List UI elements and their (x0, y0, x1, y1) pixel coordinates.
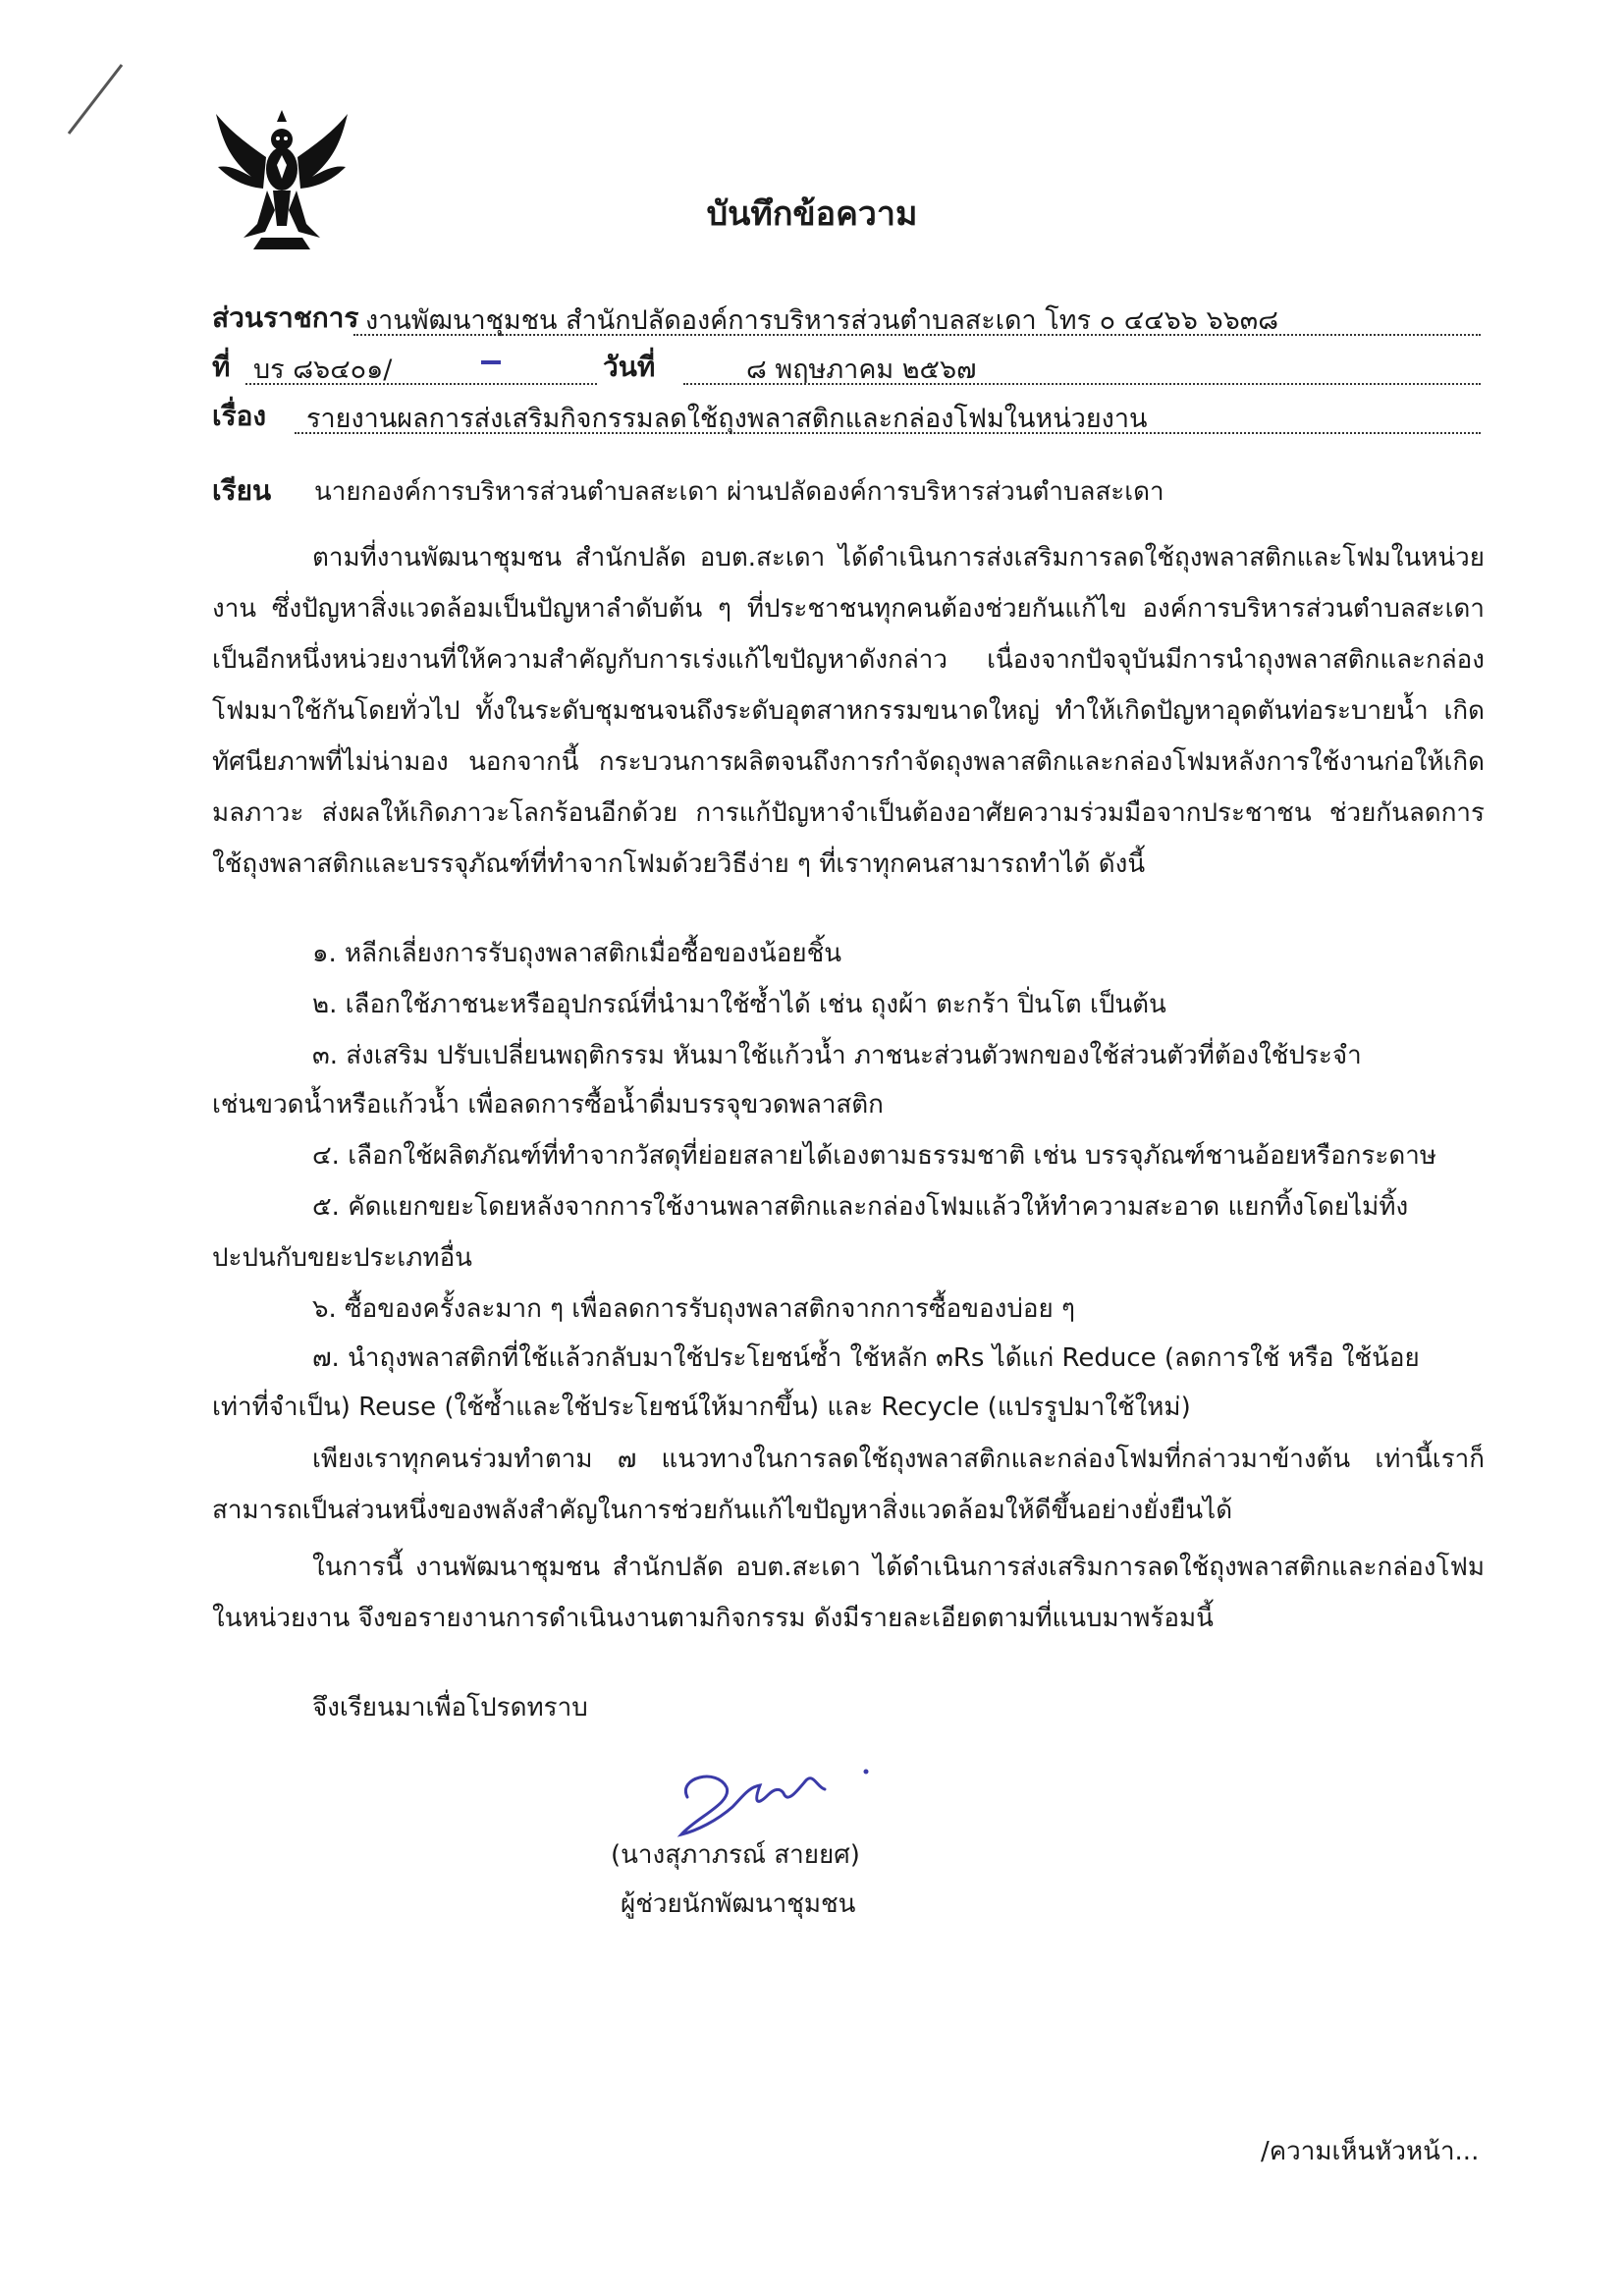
reference-label: ที่ (212, 351, 231, 383)
department-value: งานพัฒนาชุมชน สำนักปลัดองค์การบริหารส่วนตำบลสะเดา โทร ๐ ๔๔๖๖ ๖๖๓๘ (365, 305, 1279, 336)
subject-label: เรื่อง (212, 400, 267, 432)
list-item-3-cont: เช่นขวดน้ำหรือแก้วน้ำ เพื่อลดการซื้อน้ำดื่มบรรจุขวดพลาสติก (212, 1090, 884, 1120)
list-item-7: ๗. นำถุงพลาสติกที่ใช้แล้วกลับมาใช้ประโยชน์ซ้ำ ใช้หลัก ๓Rs ได้แก่ Reduce (ลดการใช้ หรือ ใช้น้อย (312, 1343, 1420, 1373)
document-title: บันทึกข้อความ (706, 194, 918, 234)
pen-stroke-mark (59, 57, 137, 145)
list-item-2: ๒. เลือกใช้ภาชนะหรืออุปกรณ์ที่นำมาใช้ซ้ำได้ เช่น ถุงผ้า ตะกร้า ปิ่นโต เป็นต้น (312, 990, 1166, 1019)
list-item-1: ๑. หลีกเลี่ยงการรับถุงพลาสติกเมื่อซื้อของน้อยชิ้น (312, 939, 842, 968)
list-item-3: ๓. ส่งเสริม ปรับเปลี่ยนพฤติกรรม หันมาใช้แก้วน้ำ ภาชนะส่วนตัวพกของใช้ส่วนตัวที่ต้องใช้ประจำ (312, 1041, 1362, 1070)
reference-value: บร ๘๖๔๐๑/ (253, 355, 393, 385)
list-item-5-cont: ปะปนกับขยะประเภทอื่น (212, 1243, 472, 1273)
continuation-note: /ความเห็นหัวหน้า... (1261, 2137, 1480, 2166)
body-paragraph-1 (212, 532, 1485, 890)
subject-value: รายงานผลการส่งเสริมกิจกรรมลดใช้ถุงพลาสติกและกล่องโฟมในหน่วยงาน (306, 404, 1148, 434)
date-value: ๘ พฤษภาคม ๒๕๖๗ (746, 355, 977, 385)
redaction-mark (479, 357, 503, 367)
salutation-label: เรียน (212, 474, 272, 507)
list-item-4: ๔. เลือกใช้ผลิตภัณฑ์ที่ทำจากวัสดุที่ย่อยสลายได้เองตามธรรมชาติ เช่น บรรจุภัณฑ์ชานอ้อยหรือกระดาษ (312, 1141, 1436, 1171)
signer-name: (นางสุภาภรณ์ สายยศ) (611, 1840, 860, 1870)
date-label: วันที่ (603, 351, 656, 383)
department-label: ส่วนราชการ (212, 301, 359, 334)
body-paragraph-2-text: เพียงเราทุกคนร่วมทำตาม ๗ แนวทางในการลดใช้ถุงพลาสติกและกล่องโฟมที่กล่าวมาข้างต้น เท่านี้เราก็สามารถเป็นส่วนหนึ่งของพลังสำคัญในการช่วยกันแก้ไขปัญหาสิ่งแวดล้อมให้ดีขึ้นอย่างยั่งยืนได้ (212, 1445, 1485, 1525)
body-paragraph-3-text: ในการนี้ งานพัฒนาชุมชน สำนักปลัด อบต.สะเดา ได้ดำเนินการส่งเสริมการลดใช้ถุงพลาสติกและกล่องโฟมในหน่วยงาน จึงขอรายงานการดำเนินงานตามกิจกรรม ดังมีรายละเอียดตามที่แนบมาพร้อมนี้ (212, 1553, 1485, 1633)
list-item-5: ๕. คัดแยกขยะโดยหลังจากการใช้งานพลาสติกและกล่องโฟมแล้วให้ทำความสะอาด แยกทิ้งโดยไม่ทิ้ง (312, 1192, 1409, 1222)
salutation-value: นายกองค์การบริหารส่วนตำบลสะเดา ผ่านปลัดองค์การบริหารส่วนตำบลสะเดา (314, 477, 1164, 507)
list-item-7-cont: เท่าที่จำเป็น) Reuse (ใช้ซ้ำและใช้ประโยชน์ให้มากขึ้น) และ Recycle (แปรรูปมาใช้ใหม่) (212, 1393, 1191, 1422)
body-paragraph-2 (212, 1434, 1485, 1536)
closing-line: จึงเรียนมาเพื่อโปรดทราบ (312, 1693, 588, 1722)
body-paragraph-1-text: ตามที่งานพัฒนาชุมชน สำนักปลัด อบต.สะเดา ได้ดำเนินการส่งเสริมการลดใช้ถุงพลาสติกและโฟมในหน่วยงาน ซึ่งปัญหาสิ่งแวดล้อมเป็นปัญหาลำดับต้น ๆ ที่ประชาชนทุกคนต้องช่วยกันแก้ไข องค์การบริหารส่วนตำบลสะเดา เป็นอีกหนึ่งหน่วยงานที่ให้ความสำคัญกับการเร่งแก้ไขปัญหาดังกล่าว เนื่องจากปัจจุบันมีการนำถุงพลาสติกและกล่องโฟมมาใช้กันโดยทั่วไป ทั้งในระดับชุมชนจนถึงระดับอุตสาหกรรมขนาดใหญ่ ทำให้เกิดปัญหาอุดตันท่อระบายน้ำ เกิดทัศนียภาพที่ไม่น่ามอง นอกจากนี้ กระบวนการผลิตจนถึงการกำจัดถุงพลาสติกและกล่องโฟมหลังการใช้งานก่อให้เกิดมลภาวะ ส่งผลให้เกิดภาวะโลกร้อนอีกด้วย การแก้ปัญหาจำเป็นต้องอาศัยความร่วมมือจากประชาชน ช่วยกันลดการใช้ถุงพลาสติกและบรรจุภัณฑ์ที่ทำจากโฟมด้วยวิธีง่าย ๆ ที่เราทุกคนสามารถทำได้ ดังนี้ (212, 543, 1485, 879)
handwritten-signature (658, 1758, 884, 1846)
body-paragraph-3 (212, 1542, 1485, 1644)
list-item-6: ๖. ซื้อของครั้งละมาก ๆ เพื่อลดการรับถุงพลาสติกจากการซื้อของบ่อย ๆ (312, 1294, 1075, 1324)
signer-position: ผู้ช่วยนักพัฒนาชุมชน (621, 1889, 856, 1919)
